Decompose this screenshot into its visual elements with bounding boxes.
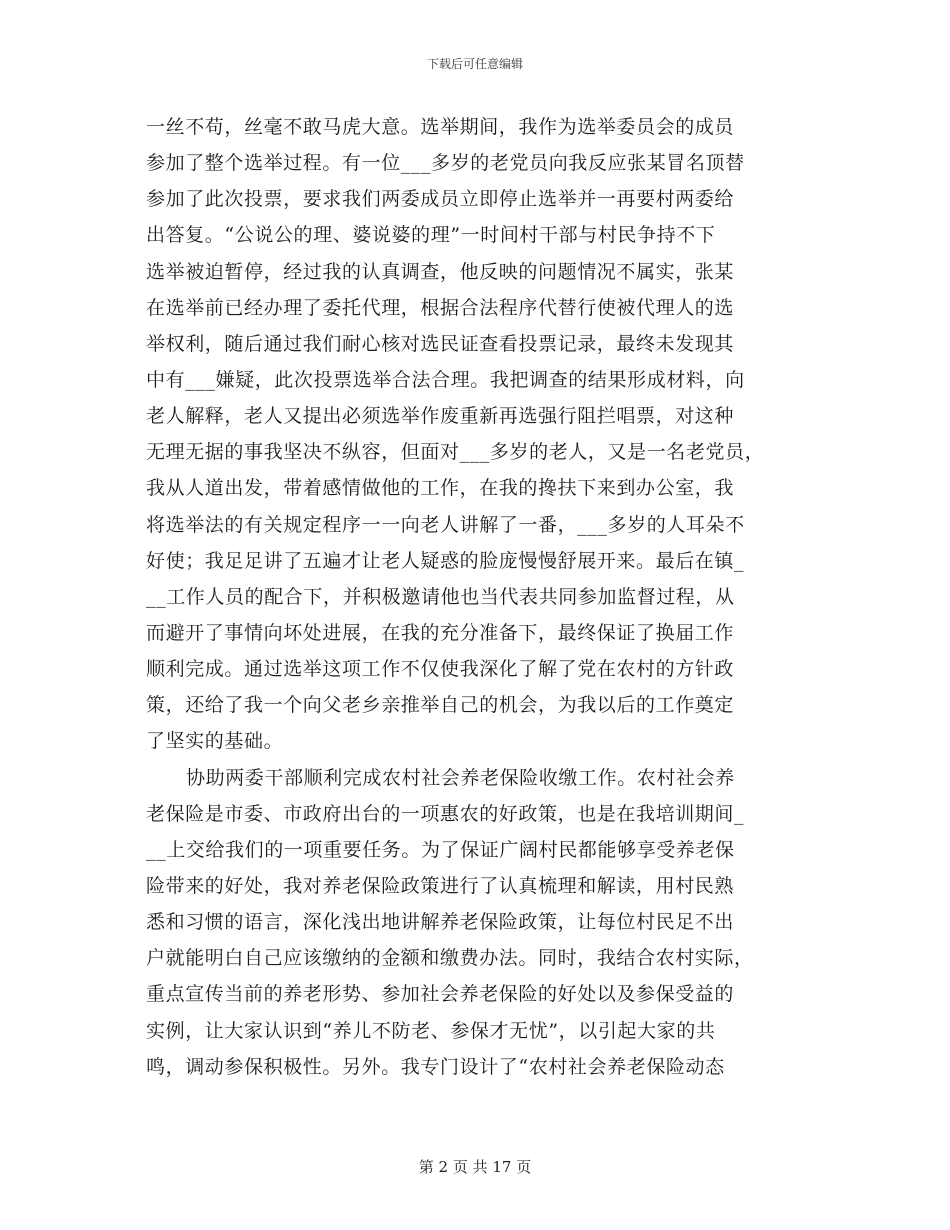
text-line: __上交给我们的一项重要任务。为了保证广阔村民都能够享受养老保 — [146, 838, 735, 861]
text-line: 策，还给了我一个向父老乡亲推举自己的机会，为我以后的工作奠定 — [146, 694, 735, 717]
page-number: 第 2 页 共 17 页 — [418, 1158, 532, 1176]
text-line: 举权利，随后通过我们耐心核对选民证查看投票记录，最终未发现其 — [146, 332, 735, 355]
text-line: 参加了整个选举过程。有一位___多岁的老党员向我反应张某冒名顶替 — [146, 152, 745, 175]
text-line: 将选举法的有关规定程序一一向老人讲解了一番，___多岁的人耳朵不 — [146, 513, 745, 536]
text-line: 中有___嫌疑，此次投票选举合法合理。我把调查的结果形成材料，向 — [146, 368, 745, 391]
document-body — [146, 109, 806, 1085]
text-line: 选举被迫暂停，经过我的认真调查，他反映的问题情况不属实，张某 — [146, 260, 735, 283]
text-line: 了坚实的基础。 — [146, 730, 284, 753]
text-line: 户就能明白自己应该缴纳的金额和缴费办法。同时，我结合农村实际， — [146, 947, 754, 970]
paragraph-1 — [146, 109, 806, 760]
text-line: 老人解释，老人又提出必须选举作废重新再选强行阻拦唱票，对这种 — [146, 405, 735, 428]
paragraph-2 — [146, 760, 806, 1085]
text-line: 老保险是市委、市政府出台的一项惠农的好政策，也是在我培训期间_ — [146, 802, 745, 825]
text-line: 悉和习惯的语言，深化浅出地讲解养老保险政策，让每位村民足不出 — [146, 911, 735, 934]
text-line: __工作人员的配合下，并积极邀请他也当代表共同参加监督过程，从 — [146, 585, 735, 608]
text-line: 险带来的好处，我对养老保险政策进行了认真梳理和解读，用村民熟 — [146, 874, 735, 897]
page-header: 下载后可任意编辑 — [426, 57, 523, 71]
text-line: 参加了此次投票，要求我们两委成员立即停止选举并一再要村两委给 — [146, 188, 735, 211]
text-line: 出答复。“公说公的理、婆说婆的理”一时间村干部与村民争持不下 — [146, 224, 716, 247]
text-line: 实例，让大家认识到“养儿不防老、参保才无忧”，以引起大家的共 — [146, 1019, 716, 1042]
text-line: 而避开了事情向坏处进展，在我的充分准备下，最终保证了换届工作 — [146, 621, 735, 644]
text-line: 顺利完成。通过选举这项工作不仅使我深化了解了党在农村的方针政 — [146, 658, 735, 681]
text-line: 重点宣传当前的养老形势、参加社会养老保险的好处以及参保受益的 — [146, 983, 735, 1006]
text-line: 在选举前已经办理了委托代理，根据合法程序代替行使被代理人的选 — [146, 296, 735, 319]
text-line: 无理无据的事我坚决不纵容，但面对___多岁的老人，又是一名老党员， — [146, 441, 765, 464]
text-line: 好使；我足足讲了五遍才让老人疑惑的脸庞慢慢舒展开来。最后在镇_ — [146, 549, 745, 572]
text-line: 我从人道出发，带着感情做他的工作，在我的搀扶下来到办公室，我 — [146, 477, 735, 500]
text-line: 协助两委干部顺利完成农村社会养老保险收缴工作。农村社会养 — [186, 766, 735, 789]
text-line: 一丝不苟，丝毫不敢马虎大意。选举期间，我作为选举委员会的成员 — [146, 116, 735, 138]
text-line: 鸣，调动参保积极性。另外。我专门设计了“农村社会养老保险动态 — [146, 1055, 725, 1078]
